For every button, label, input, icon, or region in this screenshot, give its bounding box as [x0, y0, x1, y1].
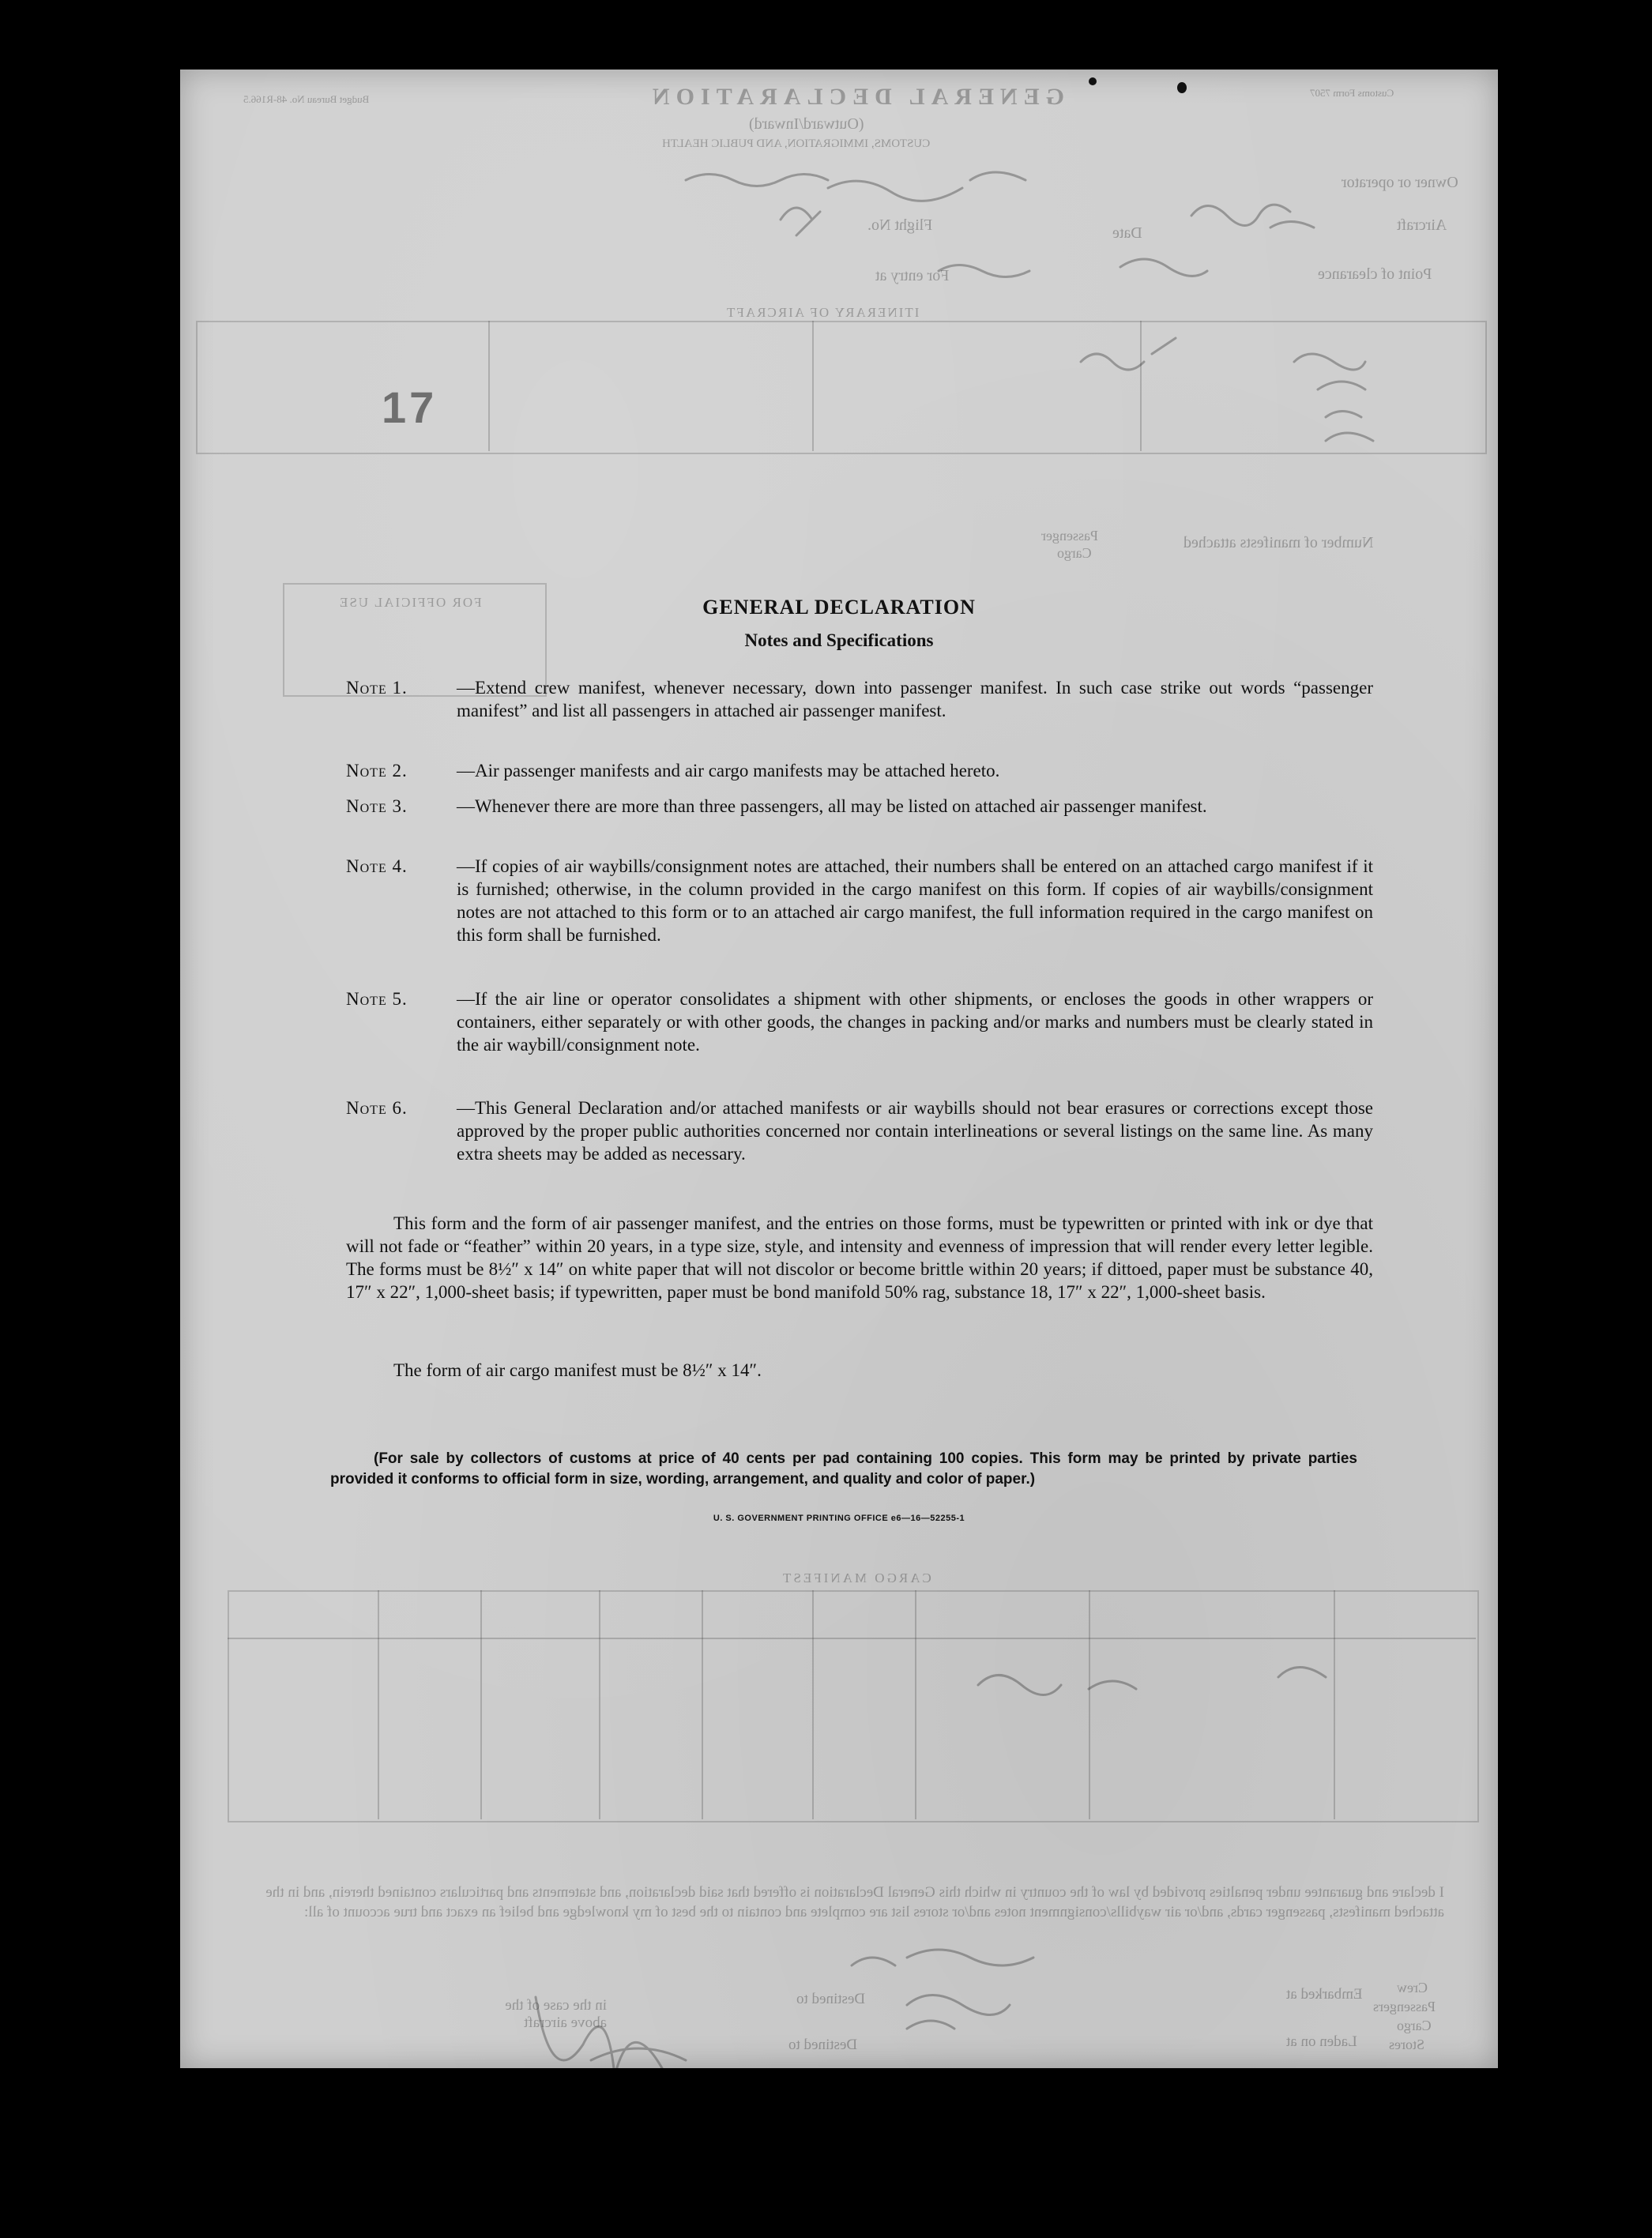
- note-2: [346, 759, 1373, 782]
- note-6: [346, 1096, 1373, 1165]
- ink-mark-2: [1177, 82, 1187, 93]
- ghost-scribble-itinerary: [1294, 354, 1373, 441]
- note-3: [346, 795, 1373, 818]
- note-text: —If copies of air waybills/consignment notes are attached, their numbers shall be entered on an attached cargo manifest if it is furnished; otherwise, in the column provided in the cargo manifest on this form. If copies of air waybills/consignment notes are not attached to this form or to an attached air cargo manifest, the full information required in the cargo manifest on this form shall be furnished.: [457, 856, 1373, 945]
- ghost-crew: Crew: [1397, 1980, 1428, 1995]
- ghost-owner-label: Owner or operator: [1342, 174, 1458, 191]
- ghost-aircraft-label: Aircraft: [1397, 216, 1447, 234]
- cargo-form-size-line: The form of air cargo manifest must be 8½″ x 14″.: [393, 1360, 762, 1380]
- ghost-scribble-cargo: [978, 1668, 1326, 1695]
- note-text: —Extend crew manifest, whenever necessary, down into passenger manifest. In such case strike out words “passenger manifest” and list all passengers in attached air passenger manifest.: [457, 678, 1373, 720]
- ghost-scribble-date: [1081, 338, 1176, 370]
- ghost-scribble-flight: [781, 208, 820, 235]
- note-label: Note 1.: [346, 678, 408, 698]
- ghost-scribble-owner: [686, 172, 1025, 201]
- ghost-subtitle: (Outward/Inward): [749, 115, 864, 133]
- note-text: —Air passenger manifests and air cargo manifests may be attached hereto.: [457, 761, 1000, 780]
- ghost-destined-to-2: Destined to: [788, 2037, 858, 2053]
- page-title: GENERAL DECLARATION: [702, 596, 976, 619]
- ghost-stores: Stores: [1389, 2037, 1424, 2052]
- note-label: Note 4.: [346, 856, 408, 876]
- ghost-date-label: Date: [1112, 224, 1142, 242]
- ghost-passengers: Passengers: [1373, 1999, 1436, 2014]
- ghost-budget-bureau: Budget Bureau No. 48-R166.5: [243, 93, 370, 105]
- ghost-cargo: Cargo: [1397, 2018, 1432, 2033]
- note-label: Note 2.: [346, 761, 408, 780]
- page-subtitle: Notes and Specifications: [744, 630, 934, 650]
- ghost-manifests-label: Number of manifests attached: [1183, 534, 1374, 551]
- ghost-official-use: FOR OFFICIAL USE: [338, 595, 482, 610]
- ghost-cargo-manifest: CARGO MANIFEST: [781, 1570, 931, 1585]
- ghost-laden-on-at: Laden on at: [1286, 2033, 1357, 2050]
- sale-notice: (For sale by collectors of customs at price of 40 cents per pad containing 100 copies. This form may be printed by private parties provided it conforms to official form in size, wording, arrangement, and quality and color of paper.): [330, 1450, 1357, 1488]
- ghost-cargo-label: Cargo: [1057, 545, 1092, 561]
- ghost-customs-form: Customs Form 7507: [1310, 87, 1394, 99]
- ghost-handwriting: [180, 70, 1498, 2068]
- ghost-clearance-label: Point of clearance: [1318, 265, 1432, 283]
- note-label: Note 5.: [346, 989, 408, 1009]
- document-page: [180, 70, 1498, 2068]
- ghost-flight-label: Flight No.: [867, 216, 933, 234]
- ghost-passenger-label: Passenger: [1041, 528, 1098, 544]
- ghost-entry-label: For entry at: [875, 267, 950, 284]
- form-requirements-paragraph: This form and the form of air passenger manifest, and the entries on those forms, must be typewritten or printed with ink or dye that will not fade or “feather” within 20 years, in a type size, style, and intensity and evenness of impression that will render every letter legible. The forms must be 8½″ x 14″ on white paper that will not discolor or become brittle within 20 years; if dittoed, paper must be substance 40, 17″ x 22″, 1,000-sheet basis; if typewritten, paper must be bond manifold 50% rag, substance 18, 17″ x 22″, 1,000-sheet basis.: [346, 1213, 1373, 1302]
- ghost-scribble-signature: [536, 1997, 686, 2068]
- ghost-scribble-embarked: [907, 1950, 1033, 2029]
- printing-office-line: U. S. GOVERNMENT PRINTING OFFICE e6—16—52255-1: [713, 1514, 965, 1523]
- note-label: Note 3.: [346, 796, 408, 816]
- ink-mark-1: [1089, 77, 1097, 85]
- ghost-title: GENERAL DECLARATION: [646, 84, 1065, 110]
- ghost-scribble-destined: [852, 1958, 895, 1965]
- ghost-destined-to-1: Destined to: [796, 1991, 866, 2007]
- ghost-declare-text: I declare and guarantee under penalties provided by law of the country in which this General Declaration is offered that said declaration, and statements and particulars contained therein, and in the attached manifests, passenger cards, and/or air waybills/consignment notes and/or stores list are complete and contain to the best of my knowledge and belief an exact and true account of all:: [265, 1884, 1444, 1920]
- note-5: [346, 987, 1373, 1056]
- note-4: [346, 855, 1373, 946]
- ghost-scribble-aircraft: [1191, 205, 1314, 228]
- ghost-agencies: CUSTOMS, IMMIGRATION, AND PUBLIC HEALTH: [662, 137, 931, 150]
- ghost-in-case-of: in the case of the above aircraft: [505, 1997, 607, 2031]
- note-text: —Whenever there are more than three passengers, all may be listed on attached air passenger manifest.: [457, 796, 1207, 816]
- note-label: Note 6.: [346, 1098, 408, 1118]
- note-text: —If the air line or operator consolidates a shipment with other shipments, or encloses the goods in other wrappers or containers, either separately or with other goods, the changes in packing and/or marks and numbers must be clearly stated in the air waybill/consignment note.: [457, 989, 1373, 1055]
- note-1: [346, 676, 1373, 722]
- stamp-number: 17: [382, 382, 438, 432]
- note-text: —This General Declaration and/or attached manifests or air waybills should not bear erasures or corrections except those approved by the proper public authorities concerned nor contain interlineations or several listings on the same line. As many extra sheets may be added as necessary.: [457, 1098, 1373, 1164]
- ghost-scribble-clearance: [939, 259, 1207, 277]
- ghost-embarked-at: Embarked at: [1286, 1986, 1363, 2003]
- ghost-itinerary-label: ITINERARY OF AIRCRAFT: [725, 305, 920, 320]
